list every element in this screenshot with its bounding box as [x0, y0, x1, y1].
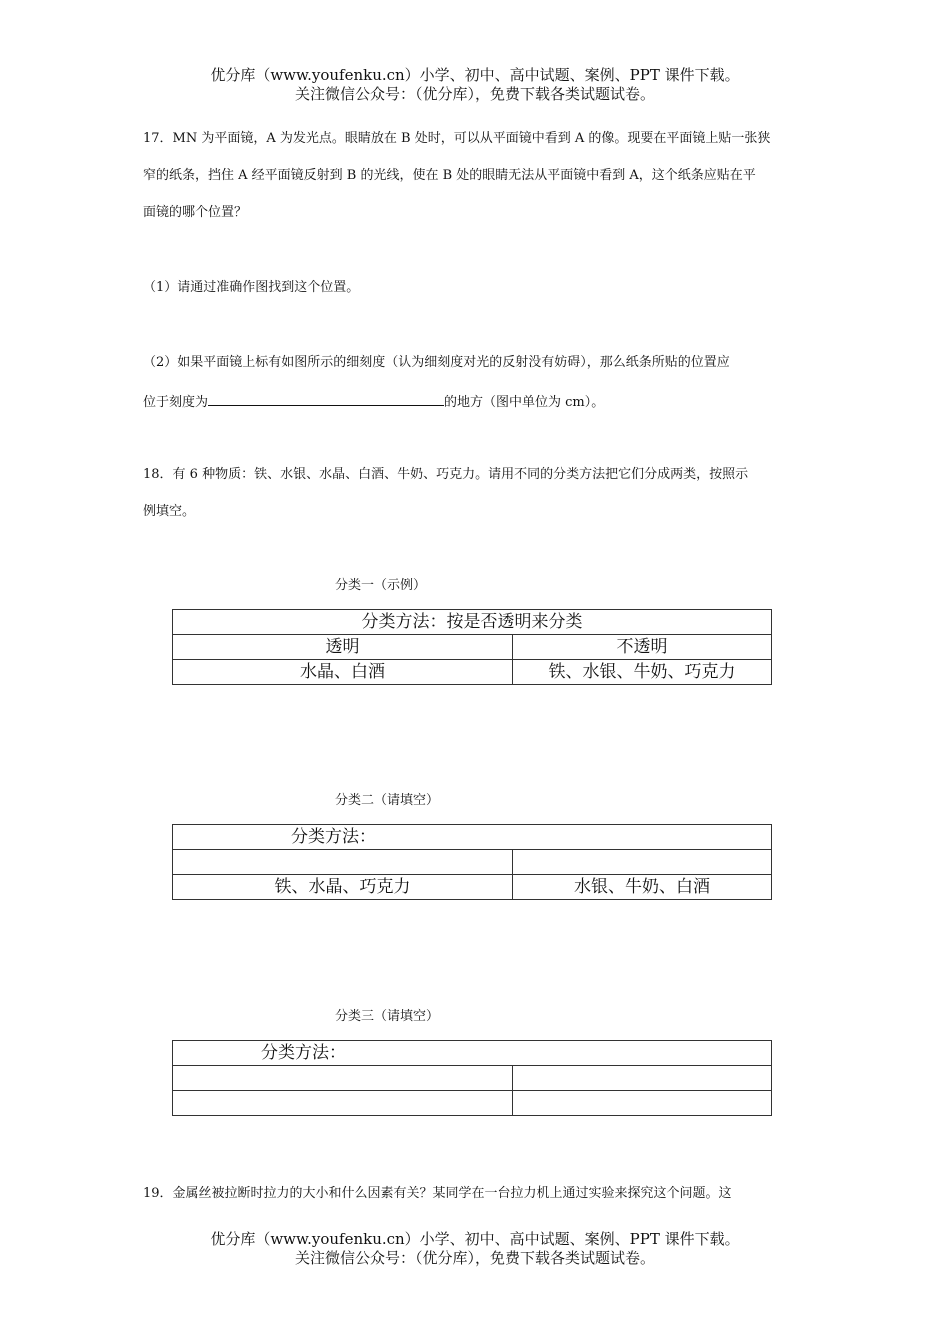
answer-blank[interactable] [208, 392, 444, 406]
table-1-caption: 分类一（示例） [335, 578, 427, 593]
footer-line-2: 关注微信公众号：（优分库），免费下载各类试题试卷。 [294, 1249, 655, 1267]
table-3-blank-cell[interactable] [513, 1066, 772, 1091]
table-3-caption: 分类三（请填空） [335, 1009, 440, 1024]
q17-line-1: 17．MN 为平面镜，A 为发光点。眼睛放在 B 处时，可以从平面镜中看到 A 的像。现要在平面镜上贴一张狭 [143, 131, 771, 146]
q17-part-2-prefix: 位于刻度为 [143, 395, 209, 410]
table-3-blank-cell[interactable] [513, 1091, 772, 1116]
table-3-blank-cell[interactable] [173, 1066, 513, 1091]
q17-part-2-line-1: （2）如果平面镜上标有如图所示的细刻度（认为细刻度对光的反射没有妨碍），那么纸条所贴的位置应 [143, 355, 730, 370]
table-2-caption: 分类二（请填空） [335, 793, 440, 808]
q18-line-1: 18．有 6 种物质：铁、水银、水晶、白酒、牛奶、巧克力。请用不同的分类方法把它们分成两类，按照示 [143, 467, 749, 482]
q17-line-2: 窄的纸条，挡住 A 经平面镜反射到 B 的光线，使在 B 处的眼睛无法从平面镜中看到 A，这个纸条应贴在平 [143, 168, 756, 183]
header-line-2: 关注微信公众号：（优分库），免费下载各类试题试卷。 [294, 85, 655, 103]
q17-part-2-suffix: 的地方（图中单位为 cm）。 [444, 395, 605, 410]
table-3-method [173, 1041, 772, 1066]
table-2-method-label: 分类方法： [291, 827, 376, 847]
q17-part-1: （1）请通过准确作图找到这个位置。 [143, 280, 360, 295]
table-2-blank-cell[interactable] [173, 850, 513, 875]
table-2-cell: 水银、牛奶、白酒 [513, 875, 772, 900]
page-footer [0, 1230, 950, 1268]
classification-table-2 [172, 824, 772, 900]
table-1-cell: 透明 [173, 635, 513, 660]
table-3-method-label: 分类方法： [261, 1043, 346, 1063]
table-1-cell: 不透明 [513, 635, 772, 660]
footer-line-1: 优分库（www.youfenku.cn）小学、初中、高中试题、案例、PPT 课件下载。 [210, 1230, 740, 1248]
page-header [0, 66, 950, 104]
table-1-method: 分类方法：按是否透明来分类 [173, 610, 772, 635]
header-line-1: 优分库（www.youfenku.cn）小学、初中、高中试题、案例、PPT 课件下载。 [210, 66, 740, 84]
q18-line-2: 例填空。 [143, 504, 196, 519]
table-1-cell: 水晶、白酒 [173, 660, 513, 685]
q19-line-1: 19．金属丝被拉断时拉力的大小和什么因素有关？某同学在一台拉力机上通过实验来探究这个问题。这 [143, 1186, 732, 1201]
table-2-cell: 铁、水晶、巧克力 [173, 875, 513, 900]
table-2-blank-cell[interactable] [513, 850, 772, 875]
table-3-blank-cell[interactable] [173, 1091, 513, 1116]
classification-table-3 [172, 1040, 772, 1116]
table-2-method [173, 825, 772, 850]
q17-line-3: 面镜的哪个位置？ [143, 205, 248, 220]
table-1-cell: 铁、水银、牛奶、巧克力 [513, 660, 772, 685]
classification-table-1 [172, 609, 772, 685]
q17-part-2-line-2 [143, 392, 803, 411]
